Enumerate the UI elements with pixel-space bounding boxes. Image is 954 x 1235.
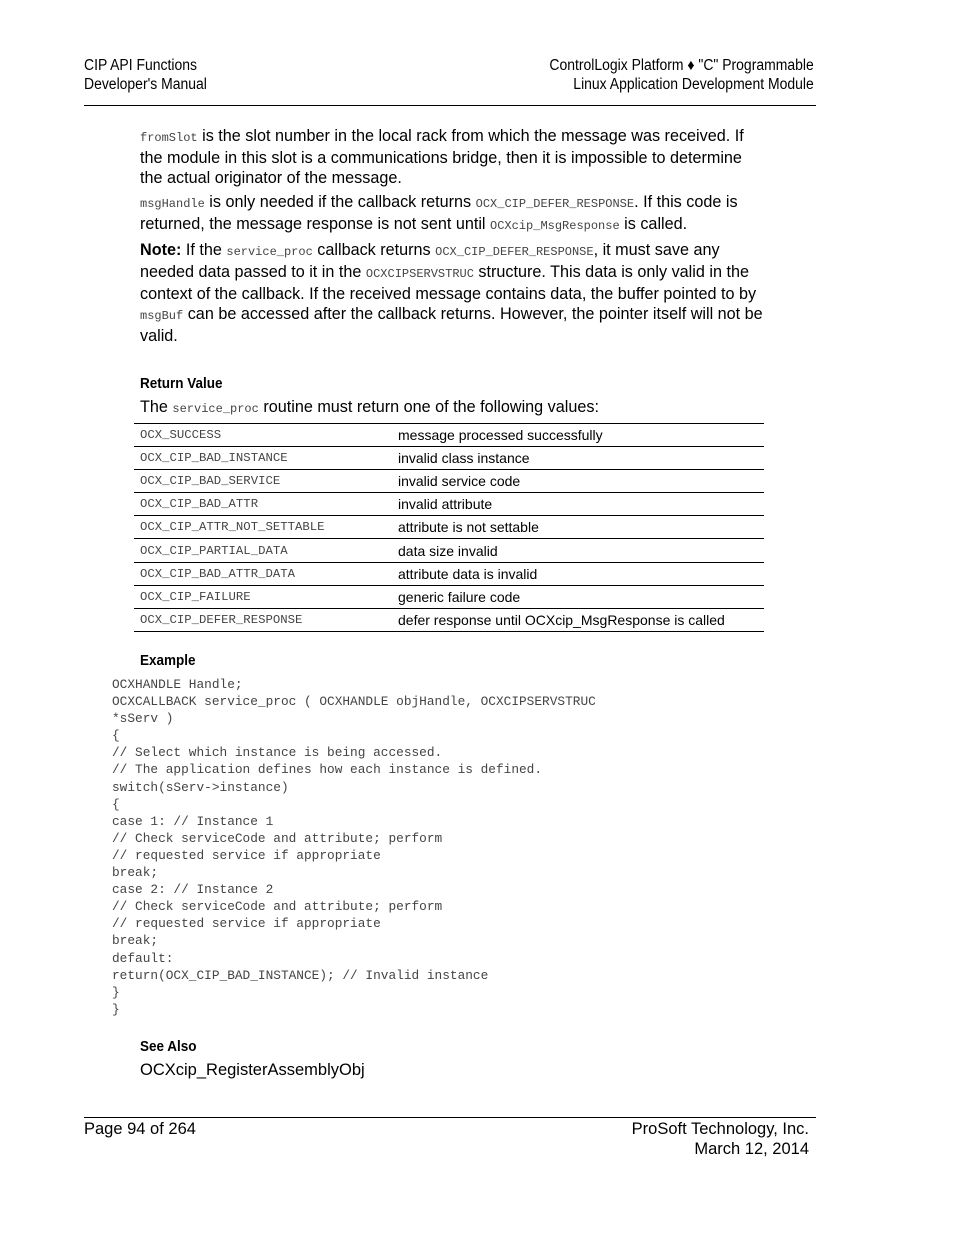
return-values-table bbox=[134, 423, 764, 632]
fromslot-paragraph: fromSlot is the slot number in the local rack from which the message was received. If the module in this slot is a communications bridge, then it is impossible to determine the actual originator of the message. bbox=[140, 127, 744, 187]
table-row bbox=[134, 539, 764, 562]
return-code: OCX_CIP_FAILURE bbox=[134, 585, 392, 608]
publication-date: March 12, 2014 bbox=[694, 1140, 809, 1158]
return-description: generic failure code bbox=[392, 585, 764, 608]
return-code: OCX_CIP_BAD_INSTANCE bbox=[134, 447, 392, 470]
return-code: OCX_CIP_BAD_ATTR_DATA bbox=[134, 562, 392, 585]
table-row bbox=[134, 585, 764, 608]
return-value-heading: Return Value bbox=[140, 375, 223, 392]
return-description: defer response until OCXcip_MsgResponse is called bbox=[392, 608, 764, 631]
return-description: invalid service code bbox=[392, 470, 764, 493]
table-row bbox=[134, 447, 764, 470]
msghandle-code: msgHandle bbox=[140, 197, 205, 211]
fromslot-code: fromSlot bbox=[140, 131, 198, 145]
table-row bbox=[134, 493, 764, 516]
return-code: OCX_SUCCESS bbox=[134, 424, 392, 447]
note-label: Note: bbox=[140, 241, 182, 259]
parameter-descriptions bbox=[140, 126, 765, 350]
see-also-heading: See Also bbox=[140, 1038, 197, 1055]
return-description: invalid class instance bbox=[392, 447, 764, 470]
return-code: OCX_CIP_BAD_SERVICE bbox=[134, 470, 392, 493]
return-description: message processed successfully bbox=[392, 424, 764, 447]
note-paragraph: Note: If the service_proc callback returns OCX_CIP_DEFER_RESPONSE, it must save any needed data passed to it in the OCXCIPSERVSTRUC structure. This data is only valid in the context of the callback. If the received message contains data, the buffer pointed to by msgBuf can be accessed after the callback returns. However, the pointer itself will not be valid. bbox=[140, 241, 763, 345]
example-code-block: OCXHANDLE Handle; OCXCALLBACK service_proc ( OCXHANDLE objHandle, OCXCIPSERVSTRUC *sServ ) { // Select which instance is being accessed. // The application defines how each instance is defined. switch(sServ->instance) { case 1: // Instance 1 // Check serviceCode and attribute; perform // requested service if appropriate break; case 2: // Instance 2 // Check serviceCode and attribute; perform // requested service if appropriate break; default: return(OCX_CIP_BAD_INSTANCE); // Invalid instance } } bbox=[112, 677, 596, 1017]
table-row bbox=[134, 470, 764, 493]
header-subtitle: Developer's Manual bbox=[84, 76, 207, 93]
header-left bbox=[84, 56, 207, 94]
see-also-link[interactable]: OCXcip_RegisterAssemblyObj bbox=[140, 1061, 365, 1079]
footer-rule bbox=[84, 1117, 816, 1118]
return-code: OCX_CIP_PARTIAL_DATA bbox=[134, 539, 392, 562]
table-row bbox=[134, 608, 764, 631]
page-number: Page 94 of 264 bbox=[84, 1120, 196, 1138]
table-row bbox=[134, 424, 764, 447]
return-code: OCX_CIP_BAD_ATTR bbox=[134, 493, 392, 516]
footer-right bbox=[632, 1119, 809, 1159]
return-code: OCX_CIP_DEFER_RESPONSE bbox=[134, 608, 392, 631]
table-row bbox=[134, 516, 764, 539]
header-title: CIP API Functions bbox=[84, 57, 197, 74]
return-description: invalid attribute bbox=[392, 493, 764, 516]
return-code: OCX_CIP_ATTR_NOT_SETTABLE bbox=[134, 516, 392, 539]
return-value-intro: The service_proc routine must return one of the following values: bbox=[140, 398, 599, 416]
company-name: ProSoft Technology, Inc. bbox=[631, 1120, 809, 1138]
msghandle-paragraph: msgHandle is only needed if the callback returns OCX_CIP_DEFER_RESPONSE. If this code is returned, the message response is not sent until OCXcip_MsgResponse is called. bbox=[140, 193, 738, 233]
return-description: attribute data is invalid bbox=[392, 562, 764, 585]
example-heading: Example bbox=[140, 652, 196, 669]
header-module: Linux Application Development Module bbox=[573, 76, 814, 93]
header-rule bbox=[84, 105, 816, 106]
return-description: data size invalid bbox=[392, 539, 764, 562]
table-row bbox=[134, 562, 764, 585]
header-product: ControlLogix Platform ♦ "C" Programmable bbox=[549, 57, 814, 74]
header-right bbox=[550, 56, 814, 94]
return-description: attribute is not settable bbox=[392, 516, 764, 539]
